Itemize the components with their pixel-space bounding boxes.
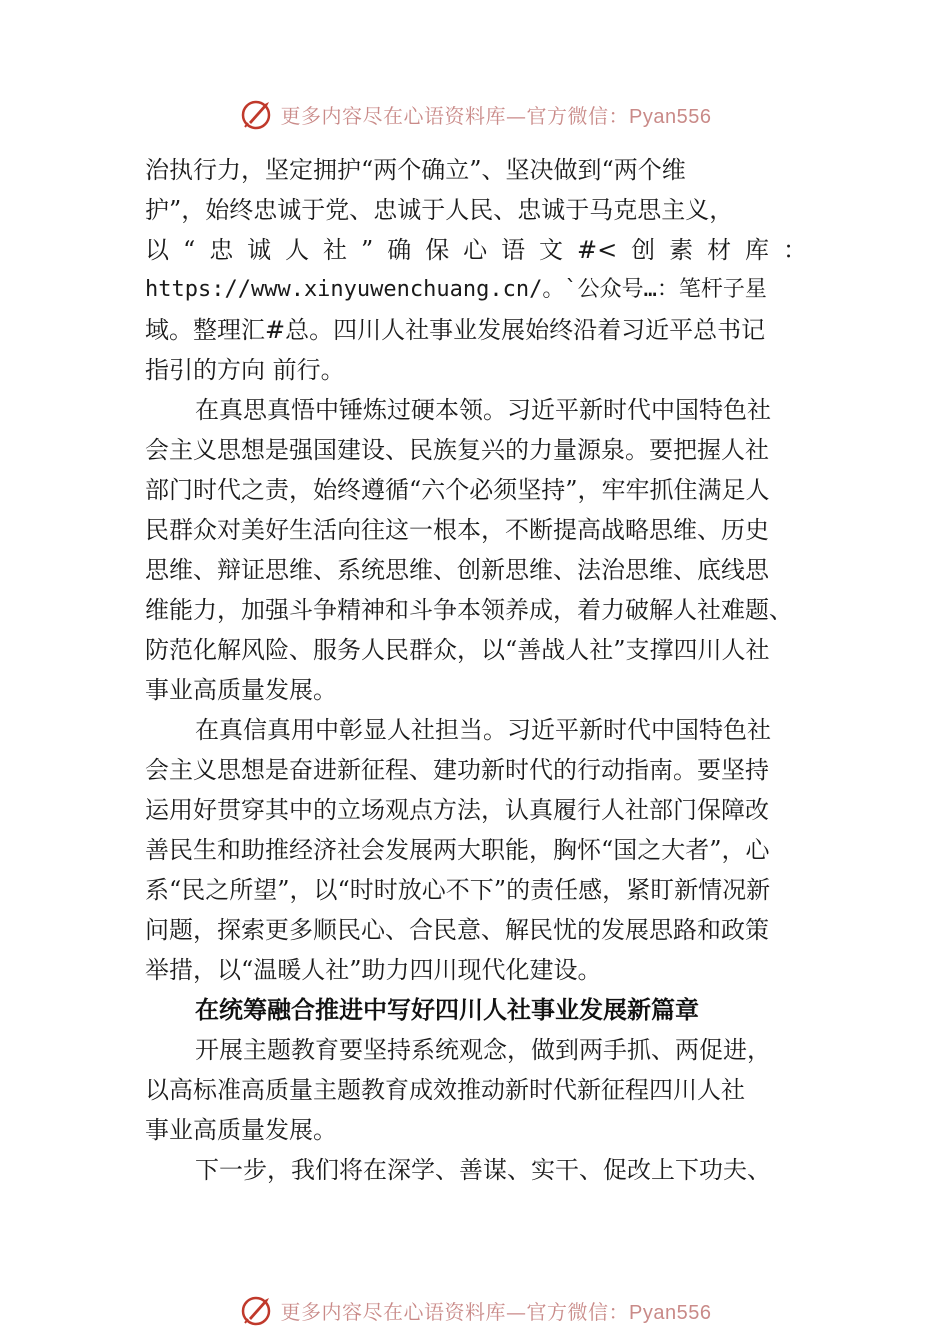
char: “ [182,236,196,264]
char: 以 [145,236,169,264]
footer-official: 官方微信： [526,1299,630,1324]
char: 创 [631,236,656,264]
document-body [145,150,807,1190]
spaced-text-line [145,230,807,270]
text-line: 防范化解风险、服务人民群众，以“善战人社”支撑四川人社 [145,636,770,664]
char: 保 [425,236,450,264]
char: #< [577,236,618,264]
section-heading: 在统筹融合推进中写好四川人社事业发展新篇章 [195,996,699,1024]
char: ： [782,236,807,264]
footer-wechat-id: Pyan556 [629,1301,712,1324]
paragraph-start-line: 下一步，我们将在深学、善谋、实干、促改上下功夫、 [195,1156,771,1184]
text-line: 举措，以“温暖人社”助力四川现代化建设。 [145,956,602,984]
header-banner-text [281,100,712,129]
char: 心 [463,236,488,264]
char: 语 [501,236,526,264]
paragraph-start-line: 开展主题教育要坚持系统观念，做到两手抓、两促进， [195,1036,771,1064]
text-line: 治执行力，坚定拥护“两个确立”、坚决做到“两个维 [145,156,686,184]
text-line: 域。整理汇#总。四川人社事业发展始终沿着习近平总书记 [145,316,766,344]
text-line: 事业高质量发展。 [145,676,337,704]
text-line: 会主义思想是奋进新征程、建功新时代的行动指南。要坚持 [145,756,769,784]
url-line: https://www.xinyuwenchuang.cn/。`公众号…：笔杆子星 [145,277,767,302]
footer-separator: — [506,1299,527,1324]
text-line: 事业高质量发展。 [145,1116,337,1144]
header-banner [0,94,950,134]
paragraph-start-line: 在真思真悟中锤炼过硬本领。习近平新时代中国特色社 [195,396,771,424]
text-line: 会主义思想是强国建设、民族复兴的力量源泉。要把握人社 [145,436,769,464]
char: 人 [285,236,310,264]
char: 素 [669,236,694,264]
quill-logo-icon [239,96,275,132]
header-brand: 更多内容尽在心语资料库 [280,103,507,128]
header-wechat-id: Pyan556 [629,105,712,128]
char: 材 [707,236,732,264]
text-line: 维能力，加强斗争精神和斗争本领养成，着力破解人社难题、 [145,596,793,624]
text-line: 思维、辩证思维、系统思维、创新思维、法治思维、底线思 [145,556,769,584]
text-line: 问题，探索更多顺民心、合民意、解民忧的发展思路和政策 [145,916,769,944]
char: 忠 [209,236,234,264]
char: 确 [387,236,412,264]
header-official: 官方微信： [526,103,630,128]
char: 库 [745,236,770,264]
text-line: 护”，始终忠诚于党、忠诚于人民、忠诚于马克思主义， [145,196,734,224]
char: 文 [539,236,564,264]
footer-brand: 更多内容尽在心语资料库 [280,1299,507,1324]
quill-logo-icon [239,1292,275,1328]
char: 诚 [247,236,272,264]
paragraph-start-line: 在真信真用中彰显人社担当。习近平新时代中国特色社 [195,716,771,744]
text-line: 以高标准高质量主题教育成效推动新时代新征程四川人社 [145,1076,745,1104]
text-line: 善民生和助推经济社会发展两大职能，胸怀“国之大者”，心 [145,836,770,864]
footer-banner [0,1290,950,1330]
text-line: 指引的方向 前行。 [145,356,345,384]
char: 社 [323,236,348,264]
footer-banner-text [281,1296,712,1325]
text-line: 部门时代之责，始终遵循“六个必须坚持”，牢牢抓住满足人 [145,476,770,504]
char: ” [361,236,374,264]
header-separator: — [506,103,527,128]
text-line: 系“民之所望”，以“时时放心不下”的责任感，紧盯新情况新 [145,876,771,904]
text-line: 运用好贯穿其中的立场观点方法，认真履行人社部门保障改 [145,796,769,824]
text-line: 民群众对美好生活向往这一根本，不断提高战略思维、历史 [145,516,769,544]
